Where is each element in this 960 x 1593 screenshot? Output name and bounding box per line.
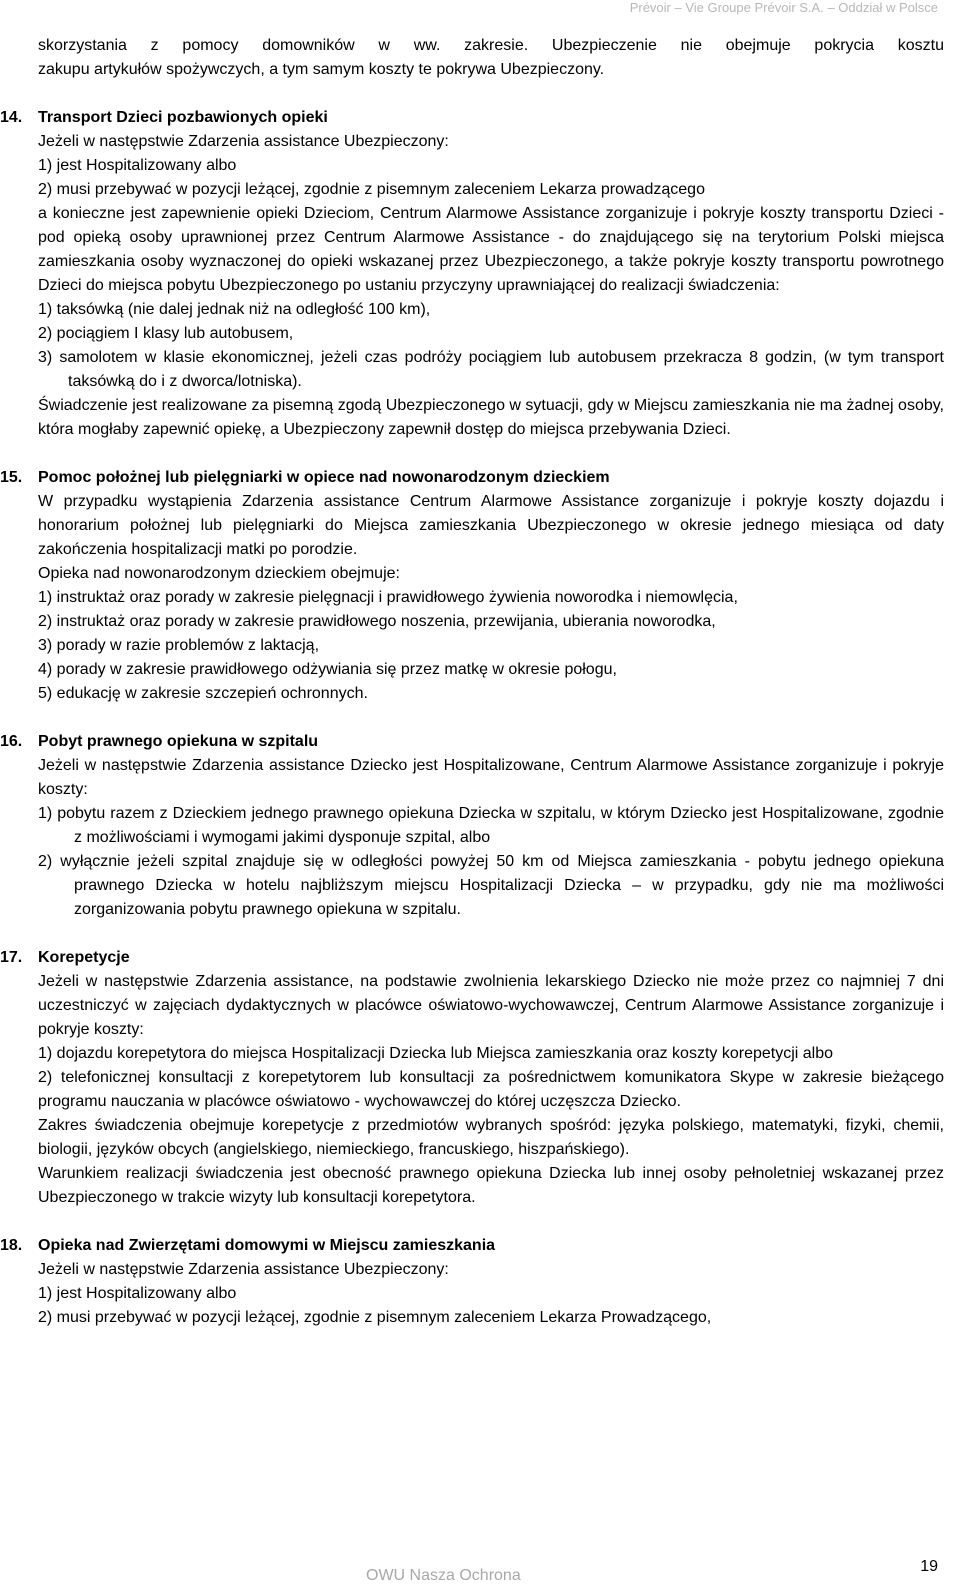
section-17-item-2: 2) telefonicznej konsultacji z korepetytorem lub konsultacji za pośrednictwem komunikatora Skype w zakresie bieżącego programu nauczania w placówce oświatowo - wychowawczej do której uczęszcza Dziecko.	[38, 1069, 944, 1110]
section-18-item-1: 1) jest Hospitalizowany albo	[38, 1285, 237, 1302]
section-14-item-1: 1) jest Hospitalizowany albo	[38, 157, 237, 174]
section-14-item-2: 2) musi przebywać w pozycji leżącej, zgodnie z pisemnym zaleceniem Lekarza prowadzącego	[38, 181, 705, 198]
section-14-body: a konieczne jest zapewnienie opieki Dzieciom, Centrum Alarmowe Assistance zorganizuje i pokryje koszty transportu Dzieci - pod opieką osoby uprawnionej przez Centrum Alarmowe Assistance - do znajdującego się na terytorium Polski miejsca zamieszkania osoby wyznaczonej do opieki wskazanej przez Ubezpieczonego, a także pokryje koszty transportu powrotnego Dzieci do miejsca pobytu Ubezpieczonego po ustaniu przyczyny uprawniającej do realizacji świadczenia:	[38, 205, 944, 294]
section-14-number: 14.	[0, 109, 23, 126]
section-16-lead: Jeżeli w następstwie Zdarzenia assistance Dziecko jest Hospitalizowane, Centrum Alarmowe Assistance zorganizuje i pokryje koszty:	[38, 757, 944, 798]
section-16-item-1: 1) pobytu razem z Dzieckiem jednego prawnego opiekuna Dziecka w szpitalu, w którym Dziecko jest Hospitalizowane, zgodnie z możliwościami i wymogami jakimi dysponuje szpital, albo	[38, 805, 944, 846]
section-15	[0, 466, 944, 706]
section-15-title: Pomoc położnej lub pielęgniarki w opiece nad nowonarodzonym dzieckiem	[38, 469, 610, 486]
document-body	[0, 34, 944, 1330]
section-18-title: Opieka nad Zwierzętami domowymi w Miejscu zamieszkania	[38, 1237, 496, 1254]
intro-line-1: skorzystania z pomocy domowników w ww. zakresie. Ubezpieczenie nie obejmuje pokrycia kosztu	[38, 37, 944, 54]
page-number: 19	[920, 1558, 938, 1575]
section-17	[0, 946, 944, 1210]
section-15-heading	[0, 466, 944, 490]
section-16-heading	[0, 730, 944, 754]
section-16-number: 16.	[0, 733, 23, 750]
section-15-body: W przypadku wystąpienia Zdarzenia assistance Centrum Alarmowe Assistance zorganizuje i pokryje koszty dojazdu i honorarium położnej lub pielęgniarki do Miejsca zamieszkania Ubezpieczonego w okresie jednego miesiąca od daty zakończenia hospitalizacji matki po porodzie.	[38, 493, 944, 558]
section-15-lead: Opieka nad nowonarodzonym dzieckiem obejmuje:	[38, 565, 400, 582]
section-16-item-2: 2) wyłącznie jeżeli szpital znajduje się w odległości powyżej 50 km od Miejsca zamieszkania - pobytu jednego opiekuna prawnego Dziecka w hotelu najbliższym miejscu Hospitalizacji Dziecka – w przypadku, gdy nie ma możliwości zorganizowania pobytu prawnego opiekuna w szpitalu.	[38, 853, 944, 918]
section-16	[0, 730, 944, 922]
intro-line-2: zakupu artykułów spożywczych, a tym samym koszty te pokrywa Ubezpieczony.	[38, 61, 605, 78]
section-14-transport-1: 1) taksówką (nie dalej jednak niż na odległość 100 km),	[38, 301, 431, 318]
section-18-lead: Jeżeli w następstwie Zdarzenia assistance Ubezpieczony:	[38, 1261, 449, 1278]
section-14-closing: Świadczenie jest realizowane za pisemną zgodą Ubezpieczonego w sytuacji, gdy w Miejscu zamieszkania nie ma żadnej osoby, która mogłaby zapewnić opiekę, a Ubezpieczony zapewnił dostęp do miejsca przebywania Dzieci.	[38, 397, 944, 438]
running-header: Prévoir – Vie Groupe Prévoir S.A. – Oddział w Polsce	[629, 0, 938, 15]
section-17-title: Korepetycje	[38, 949, 130, 966]
section-14-title: Transport Dzieci pozbawionych opieki	[38, 109, 328, 126]
section-17-paragraph-2: Warunkiem realizacji świadczenia jest obecność prawnego opiekuna Dziecka lub innej osoby pełnoletniej wskazanej przez Ubezpieczonego w trakcie wizyty lub konsultacji korepetytora.	[38, 1165, 944, 1206]
section-18-item-2: 2) musi przebywać w pozycji leżącej, zgodnie z pisemnym zaleceniem Lekarza Prowadzącego,	[38, 1309, 712, 1326]
section-17-item-1: 1) dojazdu korepetytora do miejsca Hospitalizacji Dziecka lub Miejsca zamieszkania oraz koszty korepetycji albo	[38, 1045, 834, 1062]
section-18	[0, 1234, 944, 1330]
section-15-item-1: 1) instruktaż oraz porady w zakresie pielęgnacji i prawidłowego żywienia noworodka i niemowlęcia,	[38, 589, 738, 606]
section-18-number: 18.	[0, 1237, 23, 1254]
section-15-item-3: 3) porady w razie problemów z laktacją,	[38, 637, 320, 654]
section-15-item-5: 5) edukację w zakresie szczepień ochronnych.	[38, 685, 368, 702]
section-15-item-4: 4) porady w zakresie prawidłowego odżywiania się przez matkę w okresie połogu,	[38, 661, 617, 678]
section-14-transport-3: 3) samolotem w klasie ekonomicznej, jeżeli czas podróży pociągiem lub autobusem przekracza 8 godzin, (w tym transport taksówką do i z dworca/lotniska).	[38, 349, 944, 390]
section-18-heading	[0, 1234, 944, 1258]
section-17-lead: Jeżeli w następstwie Zdarzenia assistance, na podstawie zwolnienia lekarskiego Dziecko nie może przez co najmniej 7 dni uczestniczyć w zajęciach dydaktycznych w placówce oświatowo-wychowawczej, Centrum Alarmowe Assistance zorganizuje i pokryje koszty:	[38, 973, 944, 1038]
section-14-heading	[0, 106, 944, 130]
section-17-number: 17.	[0, 949, 23, 966]
section-17-paragraph-1: Zakres świadczenia obejmuje korepetycje z przedmiotów wybranych spośród: języka polskiego, matematyki, fizyki, chemii, biologii, języków obcych (angielskiego, niemieckiego, francuskiego, hiszpańskiego).	[38, 1117, 944, 1158]
section-14	[0, 106, 944, 442]
section-15-number: 15.	[0, 469, 23, 486]
section-14-transport-2: 2) pociągiem I klasy lub autobusem,	[38, 325, 294, 342]
page-footer: OWU Nasza Ochrona	[366, 1567, 521, 1584]
section-17-heading	[0, 946, 944, 970]
section-14-lead: Jeżeli w następstwie Zdarzenia assistance Ubezpieczony:	[38, 133, 449, 150]
section-15-item-2: 2) instruktaż oraz porady w zakresie prawidłowego noszenia, przewijania, ubierania noworodka,	[38, 613, 716, 630]
section-16-title: Pobyt prawnego opiekuna w szpitalu	[38, 733, 319, 750]
